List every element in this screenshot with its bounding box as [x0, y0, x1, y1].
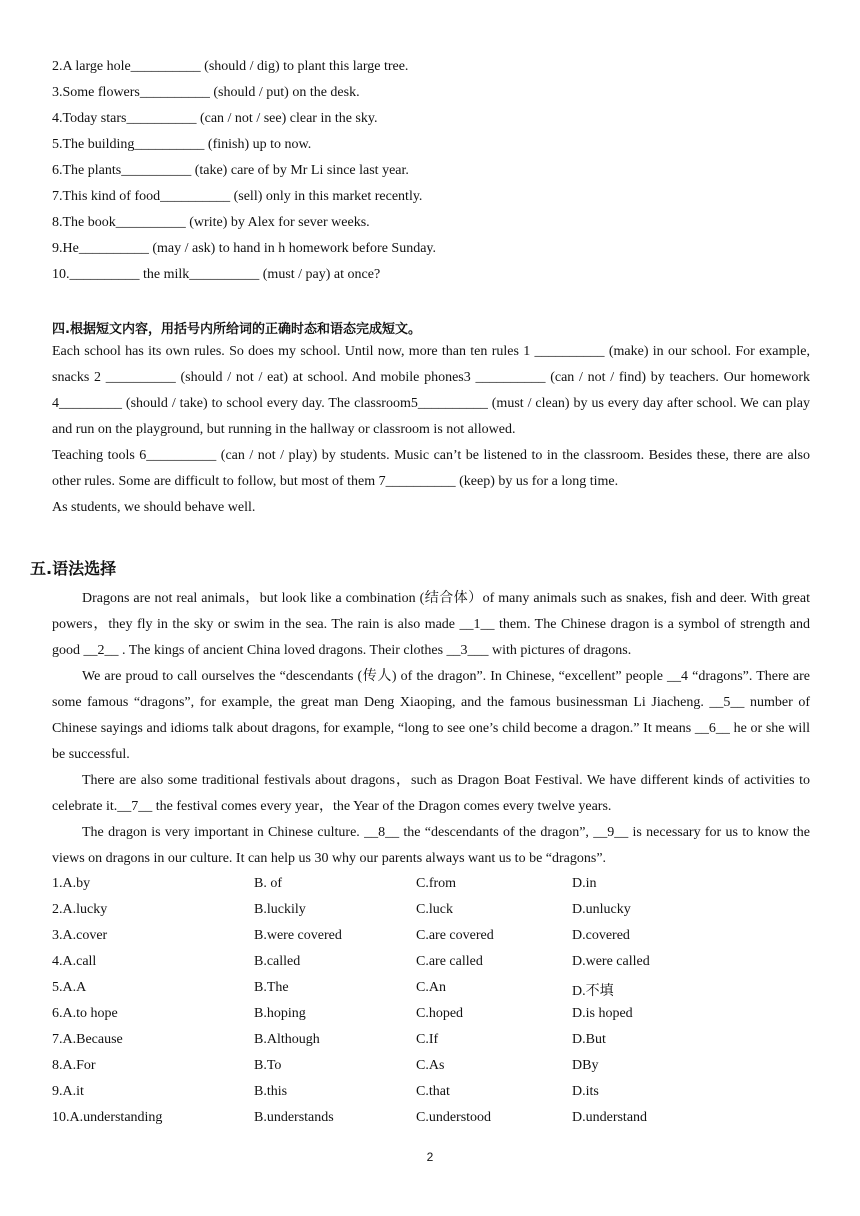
option-d: D.its: [572, 1084, 599, 1099]
passage-paragraph: We are proud to call ourselves the “descendants (传人) of the dragon”. In Chinese, “excellent” people __4 “dragons”. There are some famous “dragons”, for example, the great man Deng Xiaoping, and the famous businessman Li Jiacheng. __5__ number of Chinese sayings and idioms talk about dragons, for example, “long to see one’s child become a dragon.” It means __6__ he or she will be successful.: [52, 669, 810, 762]
option-row: [52, 980, 812, 998]
option-b: B. of: [254, 876, 282, 891]
option-a: 3.A.cover: [52, 928, 108, 943]
option-d: D.were called: [572, 954, 650, 969]
option-d: D.understand: [572, 1110, 648, 1125]
option-b: B.Although: [254, 1032, 320, 1047]
option-a: 1.A.by: [52, 876, 91, 891]
option-b: B.hoping: [254, 1006, 306, 1021]
option-row: [52, 954, 812, 972]
option-a: 8.A.For: [52, 1058, 96, 1073]
exercise-item: 10.__________ the milk__________ (must / pay) at once?: [52, 267, 381, 282]
option-a: 4.A.call: [52, 954, 97, 969]
option-b: B.called: [254, 954, 301, 969]
section-5-passage: [52, 586, 810, 872]
passage-paragraph: Dragons are not real animals，but look like a combination (结合体）of many animals such as snakes, fish and deer. With great powers，they fly in the sky or swim in the sea. The rain is also made __1__ them. The Chinese dragon is a symbol of strength and good __2__ . The kings of ancient China loved dragons. Their clothes __3___ with pictures of dragons.: [52, 591, 810, 658]
option-c: C.that: [416, 1084, 450, 1099]
exercise-item: 7.This kind of food__________ (sell) only in this market recently.: [52, 189, 423, 204]
passage-paragraph: The dragon is very important in Chinese culture. __8__ the “descendants of the dragon”, __9__ is necessary for us to know the views on dragons in our culture. It can help us 30 why our parents always want us to be “dragons”.: [52, 825, 810, 866]
option-a: 5.A.A: [52, 980, 87, 995]
exercise-item: 8.The book__________ (write) by Alex for sever weeks.: [52, 215, 370, 230]
option-b: B.this: [254, 1084, 288, 1099]
exercise-item: 6.The plants__________ (take) care of by Mr Li since last year.: [52, 163, 409, 178]
option-b: B.The: [254, 980, 289, 995]
option-d: D.in: [572, 876, 597, 891]
exercise-item: 5.The building__________ (finish) up to now.: [52, 137, 312, 152]
option-c: C.hoped: [416, 1006, 464, 1021]
option-c: C.from: [416, 876, 457, 891]
passage-paragraph: Each school has its own rules. So does my school. Until now, more than ten rules 1 __________ (make) in our school. For example, snacks 2 __________ (should / not / eat) at school. And mobile phones3 __________ (can / not / find) by teachers. Our homework 4_________ (should / take) to school every day. The classroom5__________ (must / clean) by us every day after school. We can play and run on the playground, but running in the hallway or classroom is not allowed.: [52, 344, 810, 437]
option-row: [52, 902, 812, 920]
option-row: [52, 1110, 812, 1128]
option-row: [52, 1032, 812, 1050]
option-c: C.are covered: [416, 928, 494, 943]
section-4-heading: 四.根据短文内容，用括号内所给词的正确时态和语态完成短文。: [52, 322, 421, 337]
option-row: [52, 1006, 812, 1024]
option-row: [52, 1084, 812, 1102]
option-row: [52, 928, 812, 946]
passage-paragraph: Teaching tools 6__________ (can / not / play) by students. Music can’t be listened to in the classroom. Besides these, there are also other rules. Some are difficult to follow, but most of them 7__________ (keep) by us for a long time.: [52, 448, 810, 489]
option-b: B.understands: [254, 1110, 334, 1125]
option-d: D.is hoped: [572, 1006, 633, 1021]
option-d: D.不填: [572, 984, 614, 999]
section-4-passage: [52, 339, 810, 521]
option-d: DBy: [572, 1058, 599, 1073]
option-c: C.luck: [416, 902, 453, 917]
passage-paragraph: As students, we should behave well.: [52, 500, 256, 515]
option-d: D.covered: [572, 928, 630, 943]
option-c: C.If: [416, 1032, 439, 1047]
option-row: [52, 876, 812, 894]
option-a: 9.A.it: [52, 1084, 84, 1099]
exercise-item: 3.Some flowers__________ (should / put) on the desk.: [52, 85, 360, 100]
exercise-item: 2.A large hole__________ (should / dig) to plant this large tree.: [52, 59, 409, 74]
section-5-heading: 五.语法选择: [30, 559, 117, 578]
option-a: 7.A.Because: [52, 1032, 123, 1047]
option-d: D.unlucky: [572, 902, 631, 917]
option-b: B.To: [254, 1058, 282, 1073]
option-b: B.were covered: [254, 928, 342, 943]
option-a: 10.A.understanding: [52, 1110, 163, 1125]
option-c: C.understood: [416, 1110, 492, 1125]
exercise-item: 9.He__________ (may / ask) to hand in h homework before Sunday.: [52, 241, 437, 256]
exercise-item: 4.Today stars__________ (can / not / see) clear in the sky.: [52, 111, 378, 126]
page-number: 2: [426, 1150, 434, 1164]
option-row: [52, 1058, 812, 1076]
option-a: 2.A.lucky: [52, 902, 108, 917]
option-d: D.But: [572, 1032, 606, 1047]
option-b: B.luckily: [254, 902, 306, 917]
option-a: 6.A.to hope: [52, 1006, 118, 1021]
passage-paragraph: There are also some traditional festivals about dragons，such as Dragon Boat Festival. We have different kinds of activities to celebrate it.__7__ the festival comes every year，the Year of the Dragon comes every twelve years.: [52, 773, 810, 814]
option-c: C.An: [416, 980, 446, 995]
option-c: C.are called: [416, 954, 483, 969]
option-c: C.As: [416, 1058, 445, 1073]
